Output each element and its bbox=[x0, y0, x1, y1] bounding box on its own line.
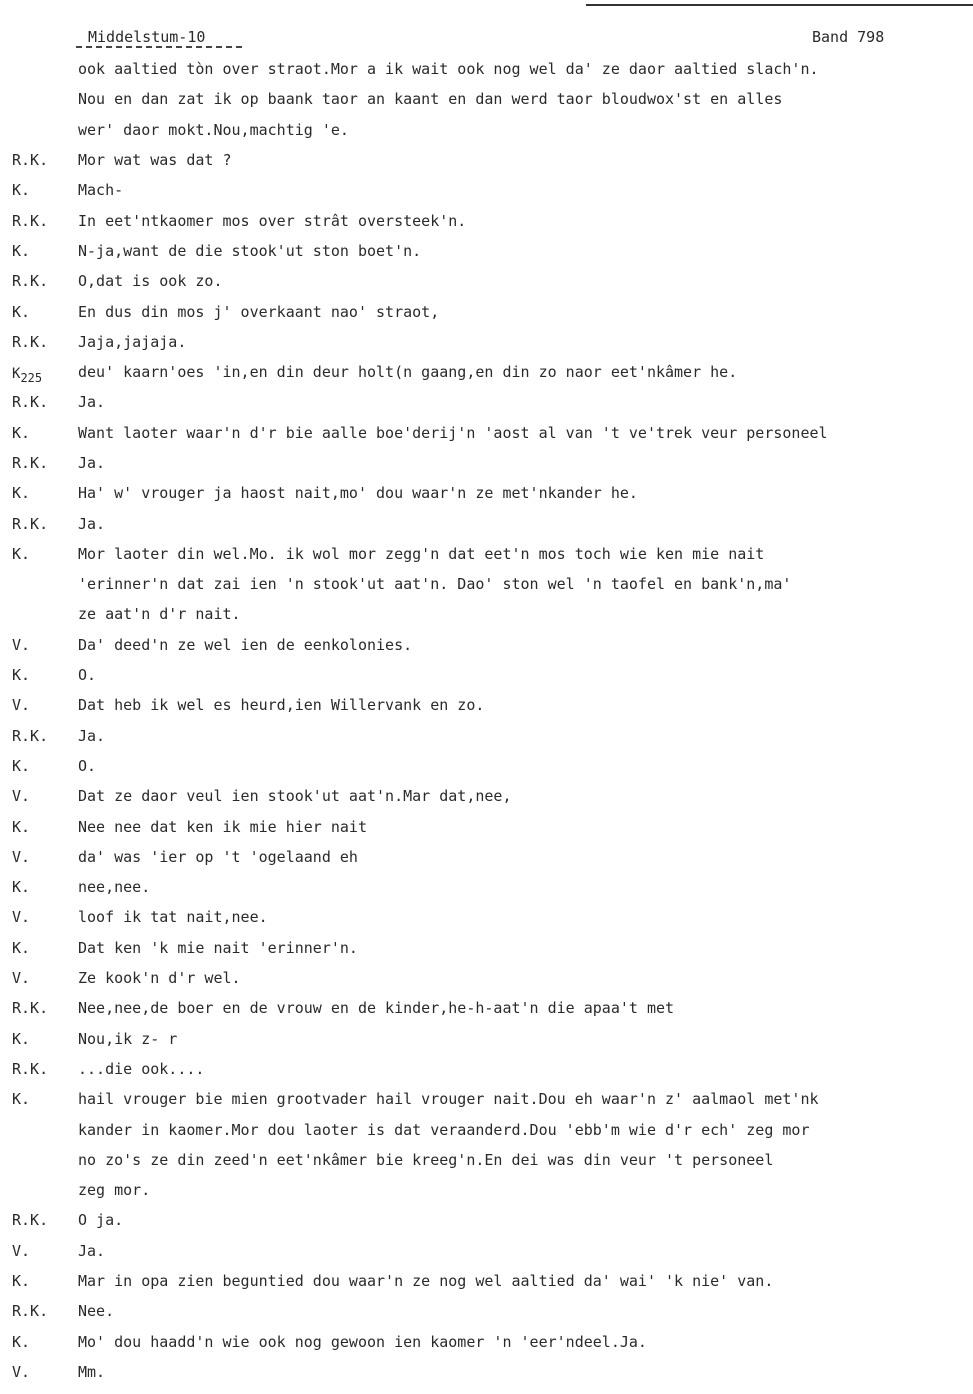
speaker-label: K. bbox=[12, 544, 31, 563]
speech-text: zeg mor. bbox=[78, 1181, 151, 1200]
speaker-label: R.K. bbox=[12, 514, 49, 533]
speech-text: Ja. bbox=[78, 1241, 106, 1260]
transcript-line bbox=[12, 1357, 973, 1387]
transcript-line bbox=[12, 721, 973, 751]
transcript-line bbox=[12, 1326, 973, 1356]
speech-text: Nee. bbox=[78, 1302, 115, 1321]
transcript-line bbox=[12, 1024, 973, 1054]
transcript bbox=[12, 54, 973, 1387]
speech-text: Ja. bbox=[78, 454, 106, 472]
speech-text: ze aat'n d'r nait. bbox=[78, 605, 241, 624]
transcript-line bbox=[12, 1266, 973, 1296]
speech-text: O,dat is ook zo. bbox=[78, 272, 223, 291]
speaker-label: R.K. bbox=[12, 332, 49, 351]
speaker-label: R.K. bbox=[12, 1211, 49, 1230]
speaker-label: K. bbox=[12, 1332, 31, 1351]
speaker-label: K. bbox=[12, 1272, 31, 1291]
speaker-label: V. bbox=[12, 969, 31, 988]
speaker-label: K. bbox=[12, 1090, 31, 1109]
speaker-label: V. bbox=[12, 1362, 31, 1381]
speech-text: Ha' w' vrouger ja haost nait,mo' dou waar'n ze met'nkander he. bbox=[78, 484, 638, 503]
transcript-line bbox=[12, 1296, 973, 1326]
transcript-line bbox=[12, 1205, 973, 1235]
transcript-line bbox=[12, 599, 973, 629]
speaker-label: V. bbox=[12, 635, 31, 654]
speech-text: ...die ook.... bbox=[78, 1059, 205, 1078]
speech-text: Dat heb ik wel es heurd,ien Willervank en zo. bbox=[78, 696, 485, 715]
speaker-label: V. bbox=[12, 847, 31, 866]
transcript-line bbox=[12, 357, 973, 387]
speaker-label: V. bbox=[12, 1241, 31, 1260]
speech-text: Da' deed'n ze wel ien de eenkolonies. bbox=[78, 635, 413, 654]
transcript-line bbox=[12, 115, 973, 145]
speech-text: wer' daor mokt.Nou,machtig 'e. bbox=[78, 120, 349, 139]
speaker-label: V. bbox=[12, 787, 31, 806]
speaker-label: R.K. bbox=[12, 393, 49, 412]
speech-text: Dat ken 'k mie nait 'erinner'n. bbox=[78, 938, 358, 957]
speaker-label: R.K. bbox=[12, 999, 49, 1018]
speech-text: 'erinner'n dat zai ien 'n stook'ut aat'n. Dao' ston wel 'n taofel en bank'n,ma' bbox=[78, 575, 792, 594]
speech-text: O. bbox=[78, 666, 97, 685]
speech-text: Jaja,jajaja. bbox=[78, 332, 187, 351]
speech-text: Dat ze daor veul ien stook'ut aat'n.Mar dat,nee, bbox=[78, 787, 512, 806]
speaker-label: K. bbox=[12, 241, 31, 260]
transcript-line bbox=[12, 569, 973, 599]
speaker-label: R.K. bbox=[12, 211, 49, 230]
transcript-line bbox=[12, 205, 973, 235]
speech-text: Mor wat was dat ? bbox=[78, 151, 232, 170]
speech-text: Ja. bbox=[78, 726, 106, 745]
speaker-label: K. bbox=[12, 181, 31, 200]
speech-text: O. bbox=[78, 756, 97, 775]
top-rule bbox=[586, 4, 973, 6]
transcript-line bbox=[12, 993, 973, 1023]
speech-text: Ja. bbox=[78, 514, 106, 533]
speaker-label: R.K. bbox=[12, 454, 49, 472]
speech-text: kander in kaomer.Mor dou laoter is dat veraanderd.Dou 'ebb'm wie d'r ech' zeg mor bbox=[78, 1120, 810, 1139]
speech-text: ook aaltied tòn over straot.Mor a ik wait ook nog wel da' ze daor aaltied slach'n. bbox=[78, 60, 819, 79]
transcript-line bbox=[12, 478, 973, 508]
transcript-line bbox=[12, 1175, 973, 1205]
speech-text: Want laoter waar'n d'r bie aalle boe'derij'n 'aost al van 't ve'trek veur personeel bbox=[78, 423, 828, 442]
speaker-label: K. bbox=[12, 938, 31, 957]
speaker-label: V. bbox=[12, 908, 31, 927]
speech-text: Nee nee dat ken ik mie hier nait bbox=[78, 817, 367, 836]
transcript-line bbox=[12, 236, 973, 266]
transcript-line bbox=[12, 145, 973, 175]
transcript-line bbox=[12, 902, 973, 932]
transcript-line bbox=[12, 660, 973, 690]
speaker-label: K. bbox=[12, 817, 31, 836]
speech-text: deu' kaarn'oes 'in,en din deur holt(n gaang,en din zo naor eet'nkâmer he. bbox=[78, 363, 738, 382]
transcript-line bbox=[12, 1236, 973, 1266]
speech-text: Ze kook'n d'r wel. bbox=[78, 969, 241, 988]
speech-text: Nou en dan zat ik op baank taor an kaant en dan werd taor bloudwox'st en alles bbox=[78, 90, 783, 109]
transcript-line bbox=[12, 539, 973, 569]
transcript-line bbox=[12, 175, 973, 205]
transcript-line bbox=[12, 448, 973, 478]
margin-note-speaker: K bbox=[12, 366, 21, 382]
speaker-label: R.K. bbox=[12, 1059, 49, 1078]
speaker-label: R.K. bbox=[12, 1302, 49, 1321]
speech-text: nee,nee. bbox=[78, 878, 151, 897]
transcript-line bbox=[12, 690, 973, 720]
speech-text: Mo' dou haadd'n wie ook nog gewoon ien kaomer 'n 'eer'ndeel.Ja. bbox=[78, 1332, 647, 1351]
speech-text: Mm. bbox=[78, 1362, 106, 1381]
transcript-line bbox=[12, 842, 973, 872]
transcript-line bbox=[12, 1054, 973, 1084]
speech-text: Ja. bbox=[78, 393, 106, 412]
title-underline bbox=[76, 46, 242, 48]
speaker-label: K. bbox=[12, 878, 31, 897]
tape-number: Band 798 bbox=[812, 28, 885, 46]
speaker-label: K. bbox=[12, 423, 31, 442]
transcript-line bbox=[12, 54, 973, 84]
transcript-line bbox=[12, 387, 973, 417]
transcript-line bbox=[12, 933, 973, 963]
speech-text: Mar in opa zien beguntied dou waar'n ze nog wel aaltied da' wai' 'k nie' van. bbox=[78, 1272, 774, 1291]
margin-note-number: 225 bbox=[20, 370, 43, 385]
speech-text: En dus din mos j' overkaant nao' straot, bbox=[78, 302, 440, 321]
speech-text: no zo's ze din zeed'n eet'nkâmer bie kreeg'n.En dei was din veur 't personeel bbox=[78, 1150, 774, 1169]
speaker-label: V. bbox=[12, 696, 31, 715]
speaker-label: K. bbox=[12, 302, 31, 321]
transcript-line bbox=[12, 963, 973, 993]
speech-text: da' was 'ier op 't 'ogelaand eh bbox=[78, 847, 358, 866]
speaker-label: R.K. bbox=[12, 151, 49, 170]
speech-text: Mach- bbox=[78, 181, 124, 200]
transcript-line bbox=[12, 266, 973, 296]
speech-text: hail vrouger bie mien grootvader hail vrouger nait.Dou eh waar'n z' aalmaol met'nk bbox=[78, 1090, 819, 1109]
transcript-line bbox=[12, 327, 973, 357]
transcript-line bbox=[12, 811, 973, 841]
transcript-line bbox=[12, 1114, 973, 1144]
transcript-line bbox=[12, 751, 973, 781]
transcript-line bbox=[12, 630, 973, 660]
transcript-line bbox=[12, 84, 973, 114]
transcript-line bbox=[12, 296, 973, 326]
transcript-line bbox=[12, 418, 973, 448]
speaker-label: K. bbox=[12, 666, 31, 685]
speech-text: In eet'ntkaomer mos over strât oversteek'n. bbox=[78, 211, 467, 230]
speaker-label: R.K. bbox=[12, 272, 49, 291]
speech-text: Mor laoter din wel.Mo. ik wol mor zegg'n dat eet'n mos toch wie ken mie nait bbox=[78, 544, 765, 563]
transcript-line bbox=[12, 1145, 973, 1175]
transcript-line bbox=[12, 781, 973, 811]
speaker-label: K. bbox=[12, 1029, 31, 1048]
document-title: Middelstum-10 bbox=[88, 28, 206, 46]
speaker-label: K. bbox=[12, 484, 31, 503]
speech-text: Nee,nee,de boer en de vrouw en de kinder,he-h-aat'n die apaa't met bbox=[78, 999, 675, 1018]
speech-text: N-ja,want de die stook'ut ston boet'n. bbox=[78, 241, 422, 260]
speech-text: O ja. bbox=[78, 1211, 124, 1230]
speech-text: loof ik tat nait,nee. bbox=[78, 908, 268, 927]
speaker-label: K. bbox=[12, 756, 31, 775]
transcript-line bbox=[12, 872, 973, 902]
speaker-label: R.K. bbox=[12, 726, 49, 745]
transcript-line bbox=[12, 508, 973, 538]
transcript-line bbox=[12, 1084, 973, 1114]
speech-text: Nou,ik z- r bbox=[78, 1029, 178, 1048]
